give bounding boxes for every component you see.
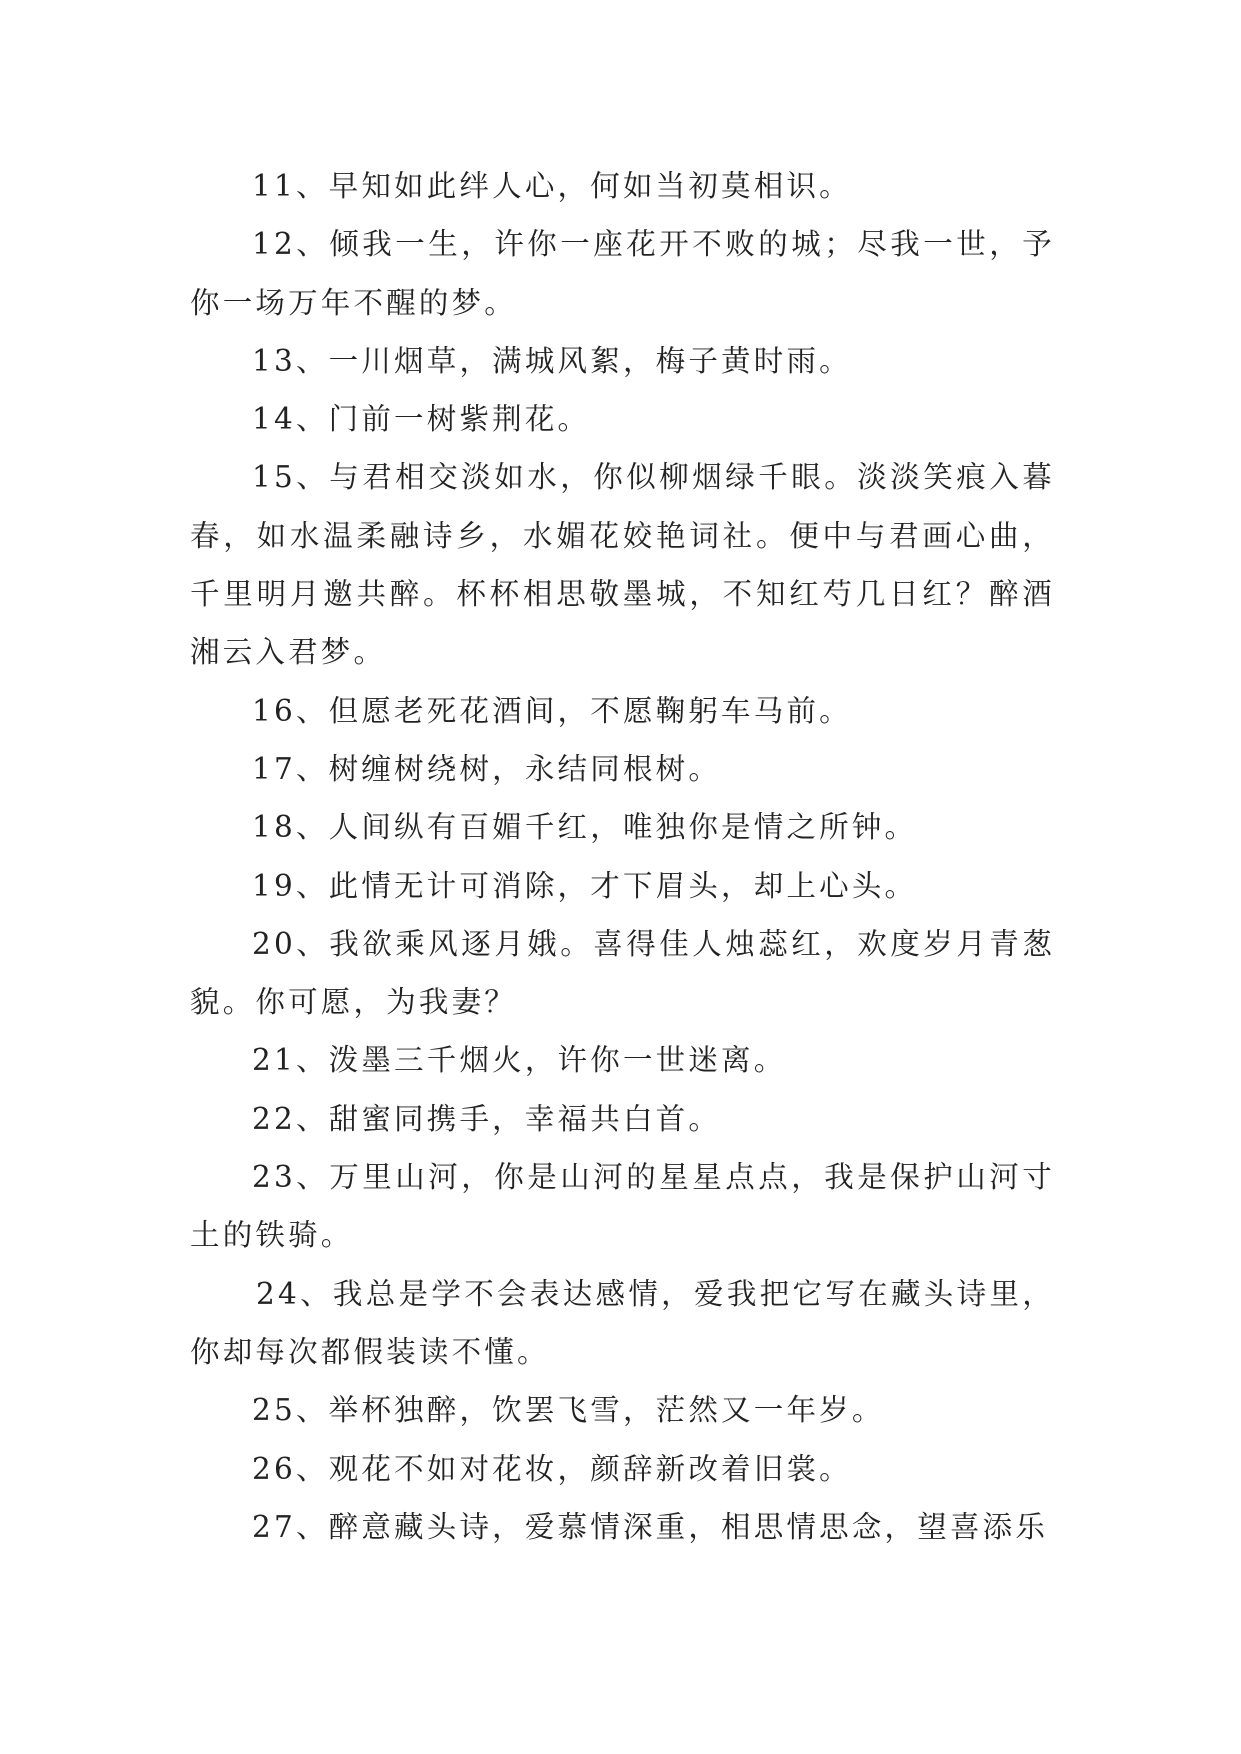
paragraph-24: 24、我总是学不会表达感情，爱我把它写在藏头诗里，你却每次都假装读不懂。 [190, 1276, 1055, 1369]
paragraph-27: 27、醉意藏头诗，爱慕情深重，相思情思念，望喜添乐 [252, 1509, 1049, 1544]
paragraph-21: 21、泼墨三千烟火，许你一世迷离。 [252, 1043, 787, 1078]
paragraph-15: 15、与君相交淡如水，你似柳烟绿千眼。淡淡笑痕入暮春，如水温柔融诗乡，水媚花姣艳词社。便中与君画心曲，千里明月邀共醉。杯杯相思敬墨城，不知红芍几日红？醉酒湘云入君梦。 [190, 460, 1055, 670]
paragraph-26: 26、观花不如对花妆，颜辞新改着旧裳。 [252, 1451, 852, 1486]
paragraph-14: 14、门前一树紫荆花。 [252, 402, 591, 437]
paragraph-18: 18、人间纵有百媚千红，唯独你是情之所钟。 [252, 810, 918, 845]
paragraph-19: 19、此情无计可消除，才下眉头，却上心头。 [252, 868, 918, 903]
paragraph-16: 16、但愿老死花酒间，不愿鞠躬车马前。 [252, 693, 852, 728]
document-body [190, 157, 1055, 1556]
paragraph-11: 11、早知如此绊人心，何如当初莫相识。 [252, 169, 852, 203]
paragraph-23: 23、万里山河，你是山河的星星点点，我是保护山河寸土的铁骑。 [190, 1160, 1055, 1253]
paragraph-13: 13、一川烟草，满城风絮，梅子黄时雨。 [252, 343, 852, 378]
paragraph-20: 20、我欲乘风逐月娥。喜得佳人烛蕊红，欢度岁月青葱貌。你可愿，为我妻？ [190, 926, 1055, 1020]
paragraph-22: 22、甜蜜同携手，幸福共白首。 [252, 1101, 722, 1136]
paragraph-25: 25、举杯独醉，饮罢飞雪，茫然又一年岁。 [252, 1393, 885, 1428]
paragraph-17: 17、树缠树绕树，永结同根树。 [252, 751, 722, 786]
paragraph-12: 12、倾我一生，许你一座花开不败的城；尽我一世，予你一场万年不醒的梦。 [190, 227, 1055, 320]
